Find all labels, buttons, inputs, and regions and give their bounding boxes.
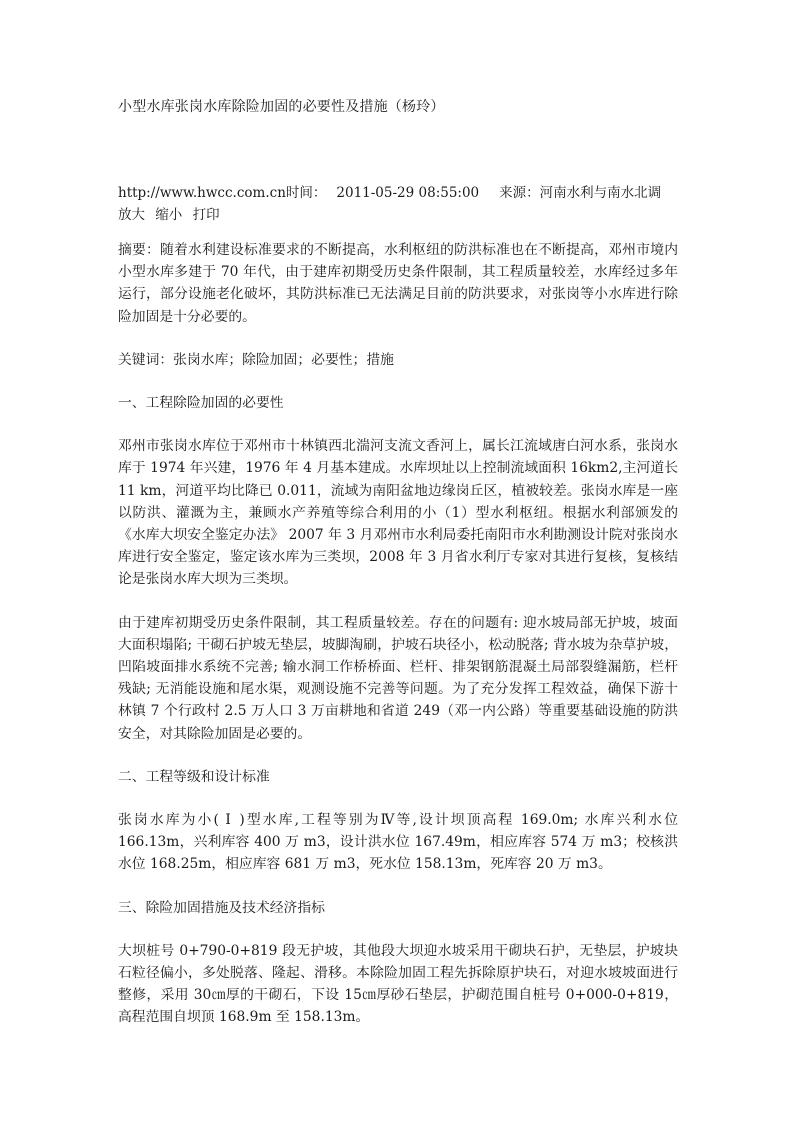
section-heading-2: 二、工程等级和设计标准 — [118, 768, 270, 785]
article-title: 小型水库张岗水库除险加固的必要性及措施（杨玲） — [118, 99, 445, 115]
source-label: 来源： — [499, 185, 540, 201]
body-paragraph: 大坝桩号 0+790-0+819 段无护坡，其他段大坝迎水坡采用干砌块石护，无垫层，护坡块石粒径偏小，多处脱落、隆起、滑移。本除险加固工程先拆除原护块石，对迎水坡坡面进行整修，采用 30㎝厚的干砌石，下设 15㎝厚砂石垫层，护砌范围自桩号 0+000-0+819，高程范围自坝顶 168.9m 至 158.13m。 — [118, 942, 678, 1026]
action-row — [118, 204, 718, 226]
keywords-paragraph: 关键词：张岗水库；除险加固；必要性；措施 — [118, 351, 394, 368]
article-meta — [118, 182, 718, 226]
meta-row — [118, 182, 718, 204]
time-label: 时间： — [285, 185, 327, 201]
article-body — [118, 239, 678, 1050]
source-url-link[interactable]: http://www.hwcc.com.cn — [118, 185, 286, 201]
body-paragraph: 邓州市张岗水库位于邓州市十林镇西北湍河支流文香河上，属长江流域唐白河水系，张岗水库于 1974 年兴建，1976 年 4 月基本建成。水库坝址以上控制流域面积 16km2,主河道长 11 km，河道平均比降已 0.011，流域为南阳盆地边缘岗丘区，植被较差。张岗水库是一座以防洪、灌溉为主，兼顾水产养殖等综合利用的小（1）型水利枢纽。根据水利部颁发的《水库大坝安全鉴定办法》 2007 年 3 月邓州市水利局委托南阳市水利勘测设计院对张岗水库进行安全鉴定，鉴定该水库为三类坝，2008 年 3 月省水利厅专家对其进行复核，复核结论是张岗水库大坝为三类坝。 — [118, 438, 678, 588]
body-paragraph: 由于建库初期受历史条件限制，其工程质量较差。存在的问题有: 迎水坡局部无护坡，坡面大面积塌陷; 干砌石护坡无垫层，坡脚淘刷，护坡石块径小，松动脱落; 背水坡为杂草护坡，凹陷坡面排水系统不完善; 输水洞工作桥桥面、栏杆、排架钢筋混凝土局部裂缝漏筋，栏杆残缺; 无消能设施和尾水渠，观测设施不完善等问题。为了充分发挥工程效益，确保下游十林镇 7 个行政村 2.5 万人口 3 万亩耕地和省道 249（邓一内公路）等重要基础设施的防洪安全，对其除险加固是必要的。 — [118, 614, 678, 742]
section-heading-3: 三、除险加固措施及技术经济指标 — [118, 899, 325, 916]
section-heading-1: 一、工程除险加固的必要性 — [118, 395, 284, 412]
zoom-out-link[interactable]: 缩小 — [155, 207, 183, 223]
source-value: 河南水利与南水北调 — [539, 185, 662, 201]
print-link[interactable]: 打印 — [192, 207, 220, 223]
body-paragraph: 张岗水库为小( Ⅰ )型水库,工程等别为Ⅳ等,设计坝顶高程 169.0m; 水库兴利水位 166.13m，兴利库容 400 万 m3，设计洪水位 167.49m，相应库容 574 万 m3；校核洪水位 168.25m，相应库容 681 万 m3，死水位 158.13m，死库容 20 万 m3。 — [118, 812, 678, 873]
zoom-in-link[interactable]: 放大 — [118, 207, 145, 223]
abstract-paragraph: 摘要：随着水利建设标准要求的不断提高，水利枢纽的防洪标准也在不断提高，邓州市境内小型水库多建于 70 年代，由于建库初期受历史条件限制，其工程质量较差，水库经过多年运行，部分设施老化破坏，其防洪标准已无法满足目前的防洪要求，对张岗等小水库进行除险加固是十分必要的。 — [118, 242, 678, 325]
time-value: 2011-05-29 08:55:00 — [336, 185, 480, 201]
